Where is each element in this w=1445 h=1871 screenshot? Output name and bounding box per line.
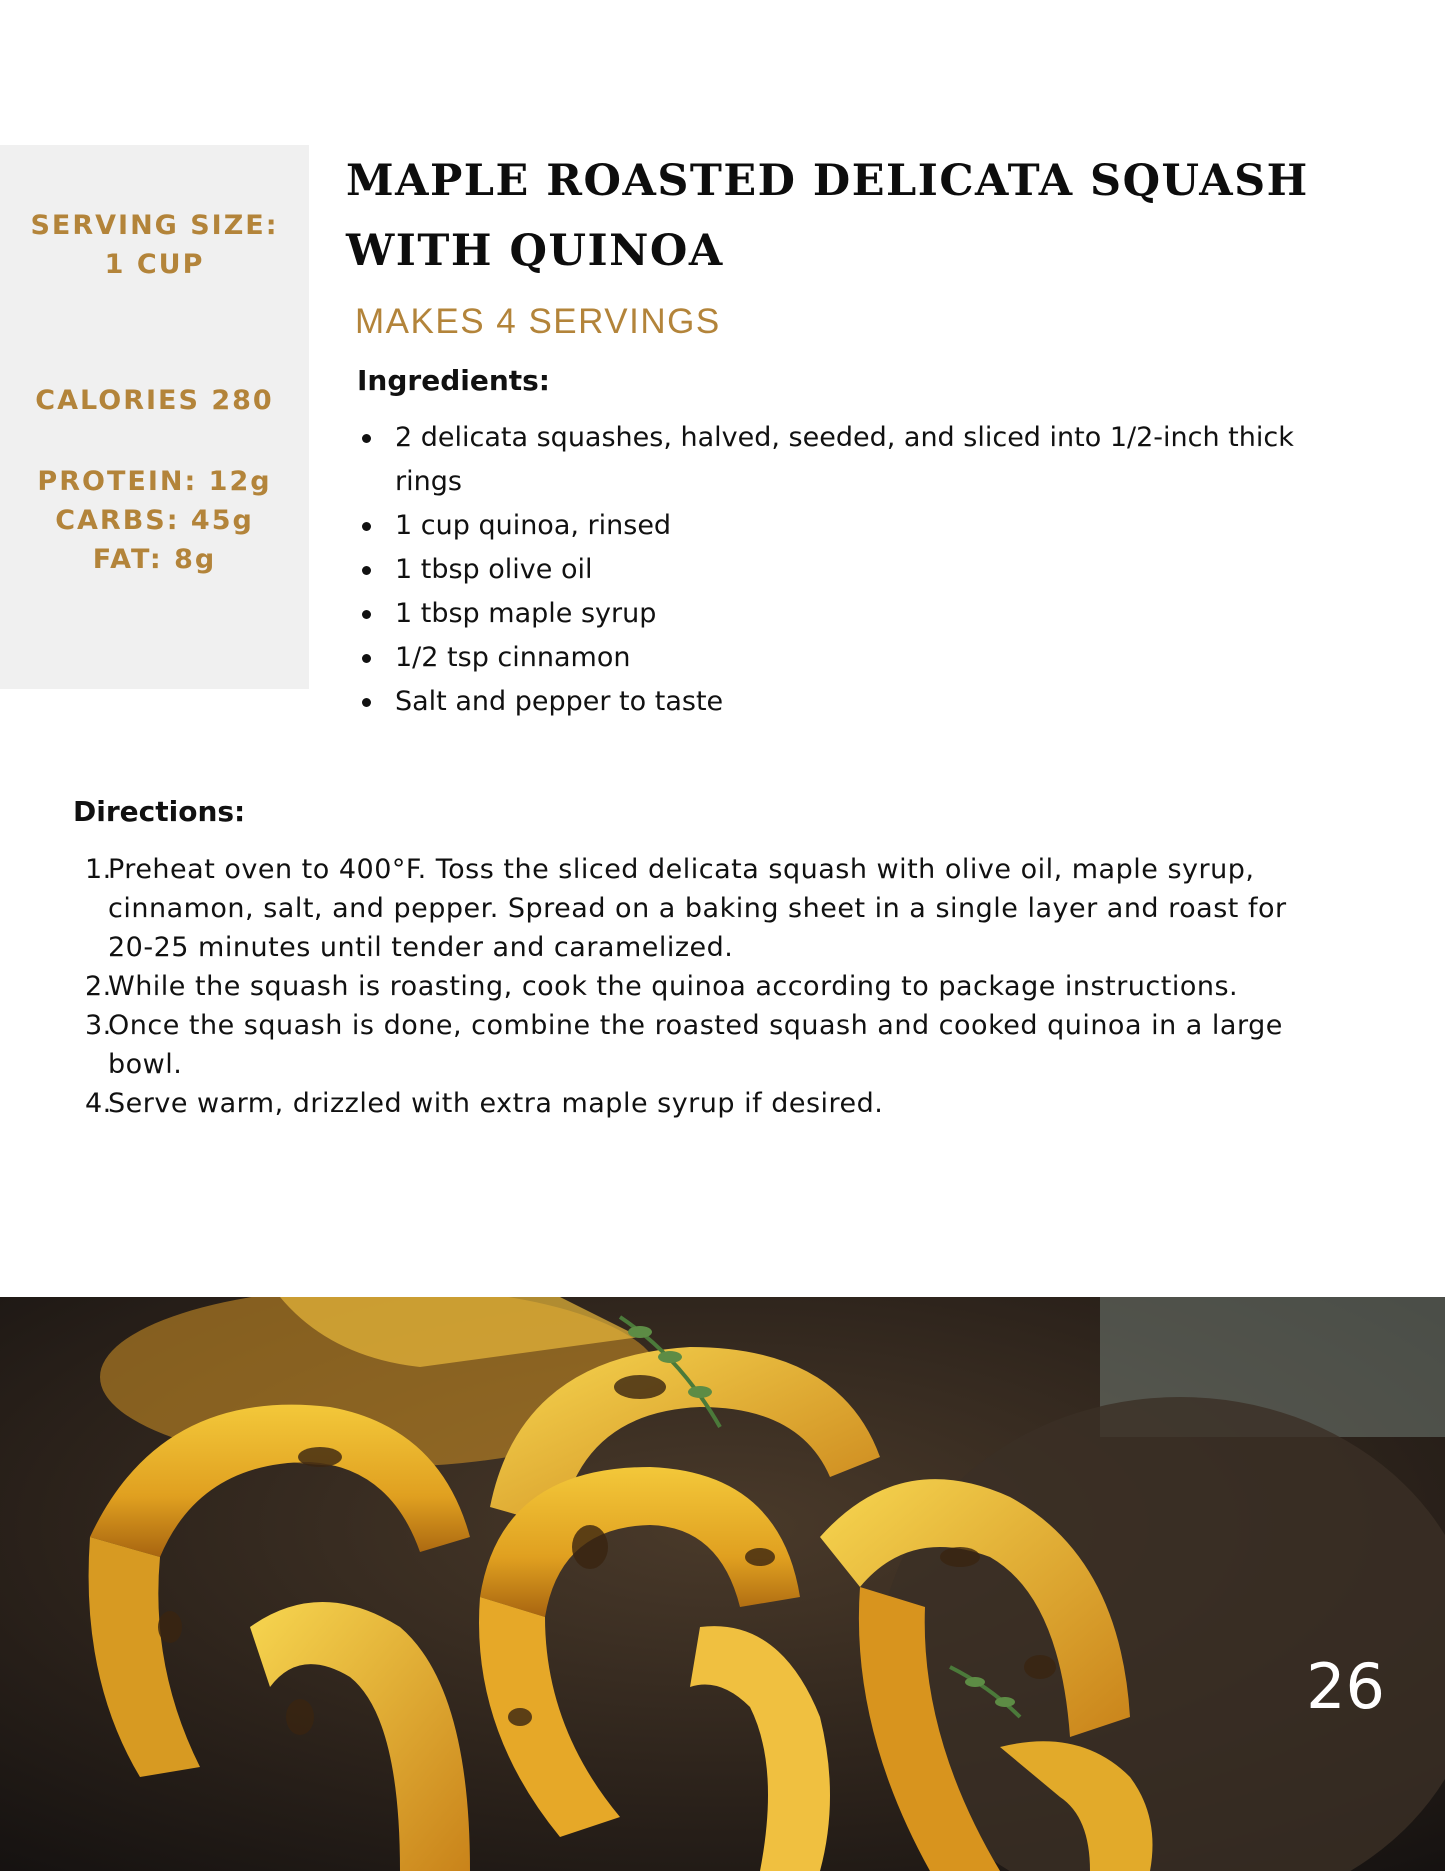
roasted-squash-image: [0, 1297, 1445, 1871]
ingredient-item: 1 tbsp maple syrup: [357, 592, 1317, 636]
fat-value: FAT: 8g: [92, 544, 217, 575]
ingredient-item: 1 tbsp olive oil: [357, 548, 1317, 592]
step-text: Serve warm, drizzled with extra maple syrup if desired.: [108, 1088, 884, 1119]
step-text: Preheat oven to 400°F. Toss the sliced delicata squash with olive oil, maple syrup, cinnamon, salt, and pepper. Spread on a baking sheet in a single layer and roast for 20-25 minutes until tender and caramelized.: [108, 854, 1287, 963]
directions-heading: Directions:: [73, 795, 246, 828]
step-number: 2.: [85, 971, 112, 1002]
protein-value: PROTEIN: 12g: [37, 466, 272, 497]
calories-value: CALORIES 280: [35, 385, 274, 416]
recipe-title: [346, 146, 1386, 286]
recipe-title-line-2: WITH QUINOA: [346, 226, 724, 276]
step-text: Once the squash is done, combine the roasted squash and cooked quinoa in a large bowl.: [108, 1010, 1283, 1080]
serving-size: [0, 206, 309, 284]
direction-step: [73, 1006, 1323, 1084]
step-text: While the squash is roasting, cook the quinoa according to package instructions.: [108, 971, 1239, 1002]
ingredients-list: [357, 416, 1317, 724]
servings-count: MAKES 4 SERVINGS: [355, 302, 721, 341]
serving-size-value: 1 CUP: [104, 249, 205, 280]
ingredient-item: 2 delicata squashes, halved, seeded, and sliced into 1/2-inch thick rings: [357, 416, 1317, 504]
direction-step: [73, 967, 1323, 1006]
step-number: 1.: [85, 854, 112, 885]
carbs-value: CARBS: 45g: [55, 505, 254, 536]
step-number: 3.: [85, 1010, 112, 1041]
ingredient-item: 1/2 tsp cinnamon: [357, 636, 1317, 680]
calories: [0, 381, 309, 420]
directions-list: [73, 850, 1323, 1123]
ingredients-heading: Ingredients:: [357, 364, 551, 397]
serving-size-label: SERVING SIZE:: [30, 210, 279, 241]
direction-step: [73, 1084, 1323, 1123]
squash-photo: [0, 1297, 1445, 1871]
step-number: 4.: [85, 1088, 112, 1119]
ingredient-item: Salt and pepper to taste: [357, 680, 1317, 724]
direction-step: [73, 850, 1323, 967]
recipe-title-line-1: MAPLE ROASTED DELICATA SQUASH: [346, 156, 1309, 206]
page-number: 26: [1306, 1650, 1385, 1723]
ingredient-item: 1 cup quinoa, rinsed: [357, 504, 1317, 548]
macros: [0, 462, 309, 579]
